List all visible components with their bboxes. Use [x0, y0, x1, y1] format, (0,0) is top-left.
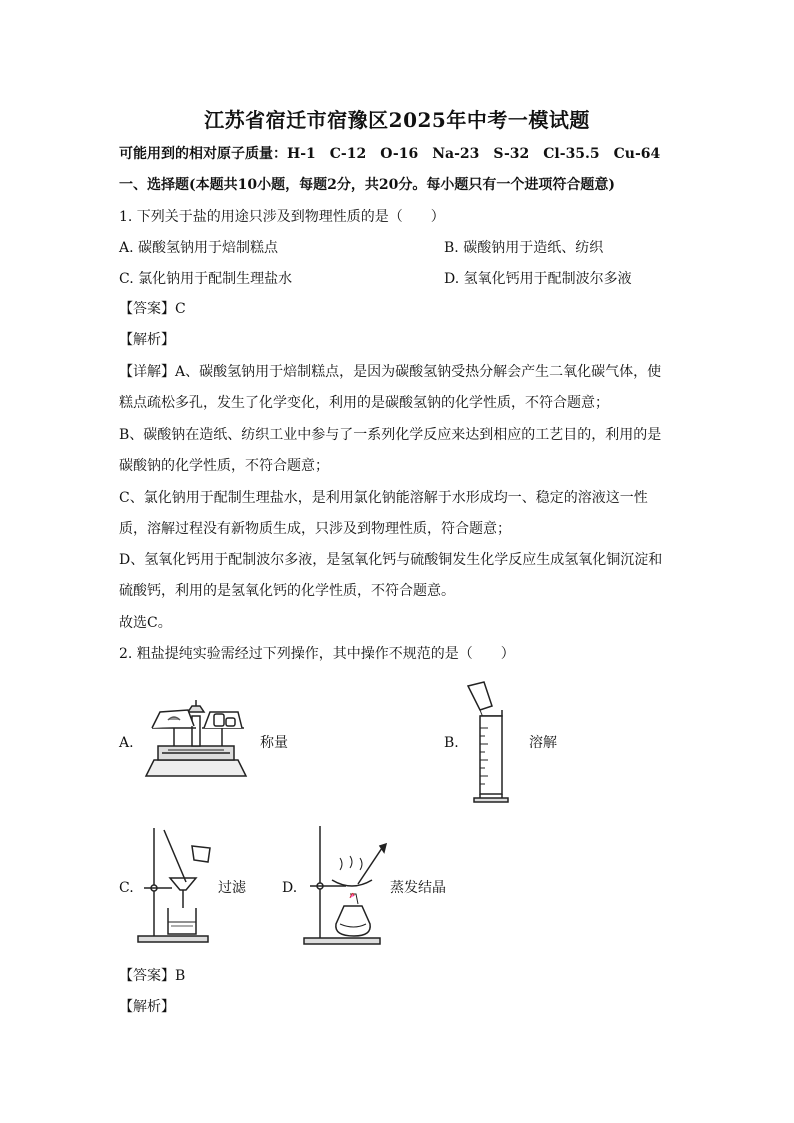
atomic-masses: 可能用到的相对原子质量：H-1 C-12 O-16 Na-23 S-32 Cl-35.5 Cu-64	[119, 146, 661, 162]
q1-option-a: A. 碳酸氢钠用于焙制糕点	[119, 240, 279, 256]
section-heading: 一、选择题(本题共10小题，每题2分，共20分。每小题只有一个进项符合题意)	[119, 177, 615, 193]
filtration-figure	[136, 826, 216, 946]
q1-analysis-label: 【解析】	[119, 332, 175, 348]
q2-option-d-letter: D.	[282, 880, 298, 896]
q2-option-d-label: 蒸发结晶	[390, 880, 446, 896]
q1-detail-line: 碳酸钠的化学性质，不符合题意；	[119, 458, 329, 474]
q1-answer: 【答案】C	[119, 301, 186, 317]
q1-detail-line: B、碳酸钠在造纸、纺织工业中参与了一系列化学反应来达到相应的工艺目的，利用的是	[119, 427, 662, 443]
page-title: 江苏省宿迁市宿豫区2025年中考一模试题	[204, 108, 590, 132]
q2-analysis-label: 【解析】	[119, 999, 175, 1015]
q2-option-b-letter: B.	[444, 735, 459, 751]
q2-answer: 【答案】B	[119, 968, 186, 984]
balance-weighing-figure	[138, 698, 254, 780]
q1-detail-line: 故选C。	[119, 615, 172, 631]
q1-detail-line: 糕点疏松多孔，发生了化学变化，利用的是碳酸氢钠的化学性质，不符合题意；	[119, 395, 609, 411]
q1-detail-line: 硫酸钙，利用的是氢氧化钙的化学性质，不符合题意。	[119, 583, 455, 599]
q2-option-a-label: 称量	[260, 735, 288, 751]
q1-detail-line: 【详解】A、碳酸氢钠用于焙制糕点，是因为碳酸氢钠受热分解会产生二氧化碳气体，使	[119, 364, 662, 380]
q1-option-d: D. 氢氧化钙用于配制波尔多液	[444, 271, 632, 287]
evaporation-figure	[300, 824, 390, 946]
q2-option-b-label: 溶解	[529, 735, 557, 751]
q2-option-a-letter: A.	[119, 735, 134, 751]
q1-option-b: B. 碳酸钠用于造纸、纺织	[444, 240, 604, 256]
measuring-cylinder-figure	[462, 680, 522, 804]
q1-detail-line: C、氯化钠用于配制生理盐水，是利用氯化钠能溶解于水形成均一、稳定的溶液这一性	[119, 490, 648, 506]
q2-stem: 2. 粗盐提纯实验需经过下列操作，其中操作不规范的是（ ）	[119, 646, 515, 662]
q2-option-c-letter: C.	[119, 880, 134, 896]
q1-detail-line: D、氢氧化钙用于配制波尔多液，是氢氧化钙与硫酸铜发生化学反应生成氢氧化铜沉淀和	[119, 552, 663, 568]
q1-option-c: C. 氯化钠用于配制生理盐水	[119, 271, 293, 287]
q1-detail-line: 质，溶解过程没有新物质生成，只涉及到物理性质，符合题意；	[119, 521, 511, 537]
q2-option-c-label: 过滤	[218, 880, 246, 896]
q1-stem: 1. 下列关于盐的用途只涉及到物理性质的是（ ）	[119, 209, 445, 225]
